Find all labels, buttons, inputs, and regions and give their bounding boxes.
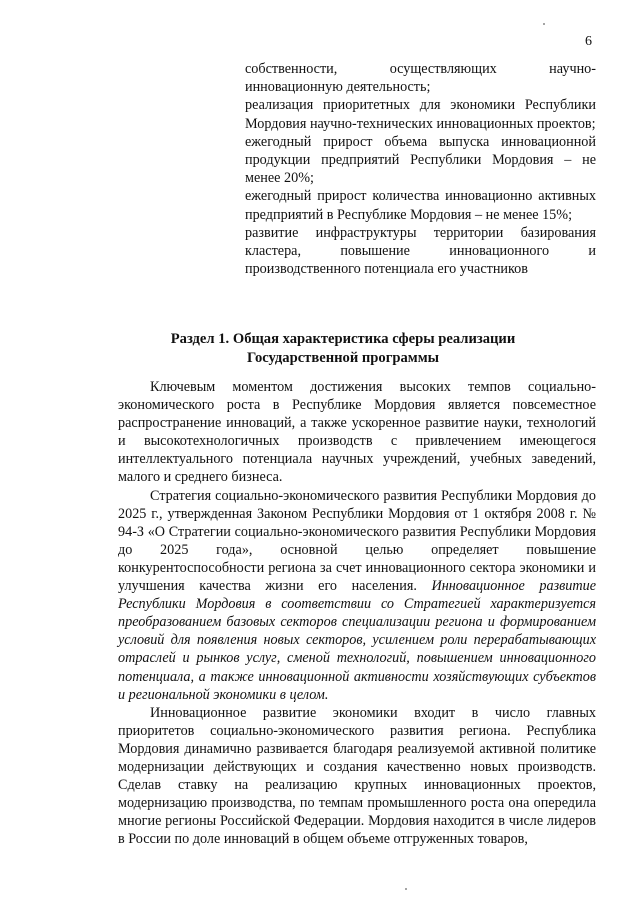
paragraph: Инновационное развитие экономики входит в число главных приоритетов социально-экономического развития региона. Республика Мордовия динамично развивается благодаря реализуемой активной политике модернизации действующих и создания качественно новых производств. Сделав ставку на реализацию крупных инновационных проектов, модернизацию производства, по темпам промышленного роста она опередила многие регионы Российской Федерации. Мордовия находится в числе лидеров в России по доле инноваций в общем объеме отгруженных товаров, (118, 704, 596, 848)
paragraph-italic-text: Инновационное развитие Республики Мордовия в соответствии со Стратегией характеризуется преобразованием базовых секторов специализации региона и формированием условий для появления новых секторов, усилением роли перерабатывающих отраслей и рынков услуг, сменой технологий, повышением инновационного потенциала, а также инновационной активности хозяйствующих субъектов и региональной экономики в целом. (118, 578, 597, 703)
section-title-line1: Раздел 1. Общая характеристика сферы реализации (170, 331, 516, 347)
scan-speck (543, 23, 545, 25)
paragraph (118, 487, 596, 704)
section-heading (118, 330, 568, 368)
goal-item: собственности, осуществляющих научно-инновационную деятельность; (245, 61, 596, 96)
goal-item: ежегодный прирост количества инновационно активных предприятий в Республике Мордовия – не менее 15%; (245, 188, 596, 223)
goal-item: ежегодный прирост объема выпуска инновационной продукции предприятий Республики Мордовия – не менее 20%; (245, 133, 596, 187)
scan-speck (405, 888, 407, 890)
paragraph-text: Стратегия социально-экономического развития Республики Мордовия до 2025 г., утвержденная Законом Республики Мордовия от 1 октября 2008 г. № 94-З «О Стратегии социально-экономического развития Республики Мордовия до 2025 года», основной целью определяет повышение конкурентоспособности региона за счет инновационного сектора экономики и улучшения качества жизни его населения. (118, 487, 596, 595)
section-title-line2: Государственной программы (246, 350, 440, 366)
paragraph: Ключевым моментом достижения высоких темпов социально-экономического роста в Республике Мордовия является повсеместное распространение инноваций, а также ускоренное развитие науки, технологий и высокотехнологичных производств с привлечением имеющегося интеллектуального потенциала научных учреждений, учебных заведений, малого и среднего бизнеса. (118, 379, 596, 486)
page-number: 6 (585, 34, 592, 49)
goal-item: реализация приоритетных для экономики Республики Мордовия научно-технических инновационных проектов; (245, 97, 596, 132)
section-body (118, 378, 596, 848)
goals-list (245, 60, 596, 278)
goal-item: развитие инфраструктуры территории базирования кластера, повышение инновационного и производственного потенциала его участников (245, 224, 596, 278)
